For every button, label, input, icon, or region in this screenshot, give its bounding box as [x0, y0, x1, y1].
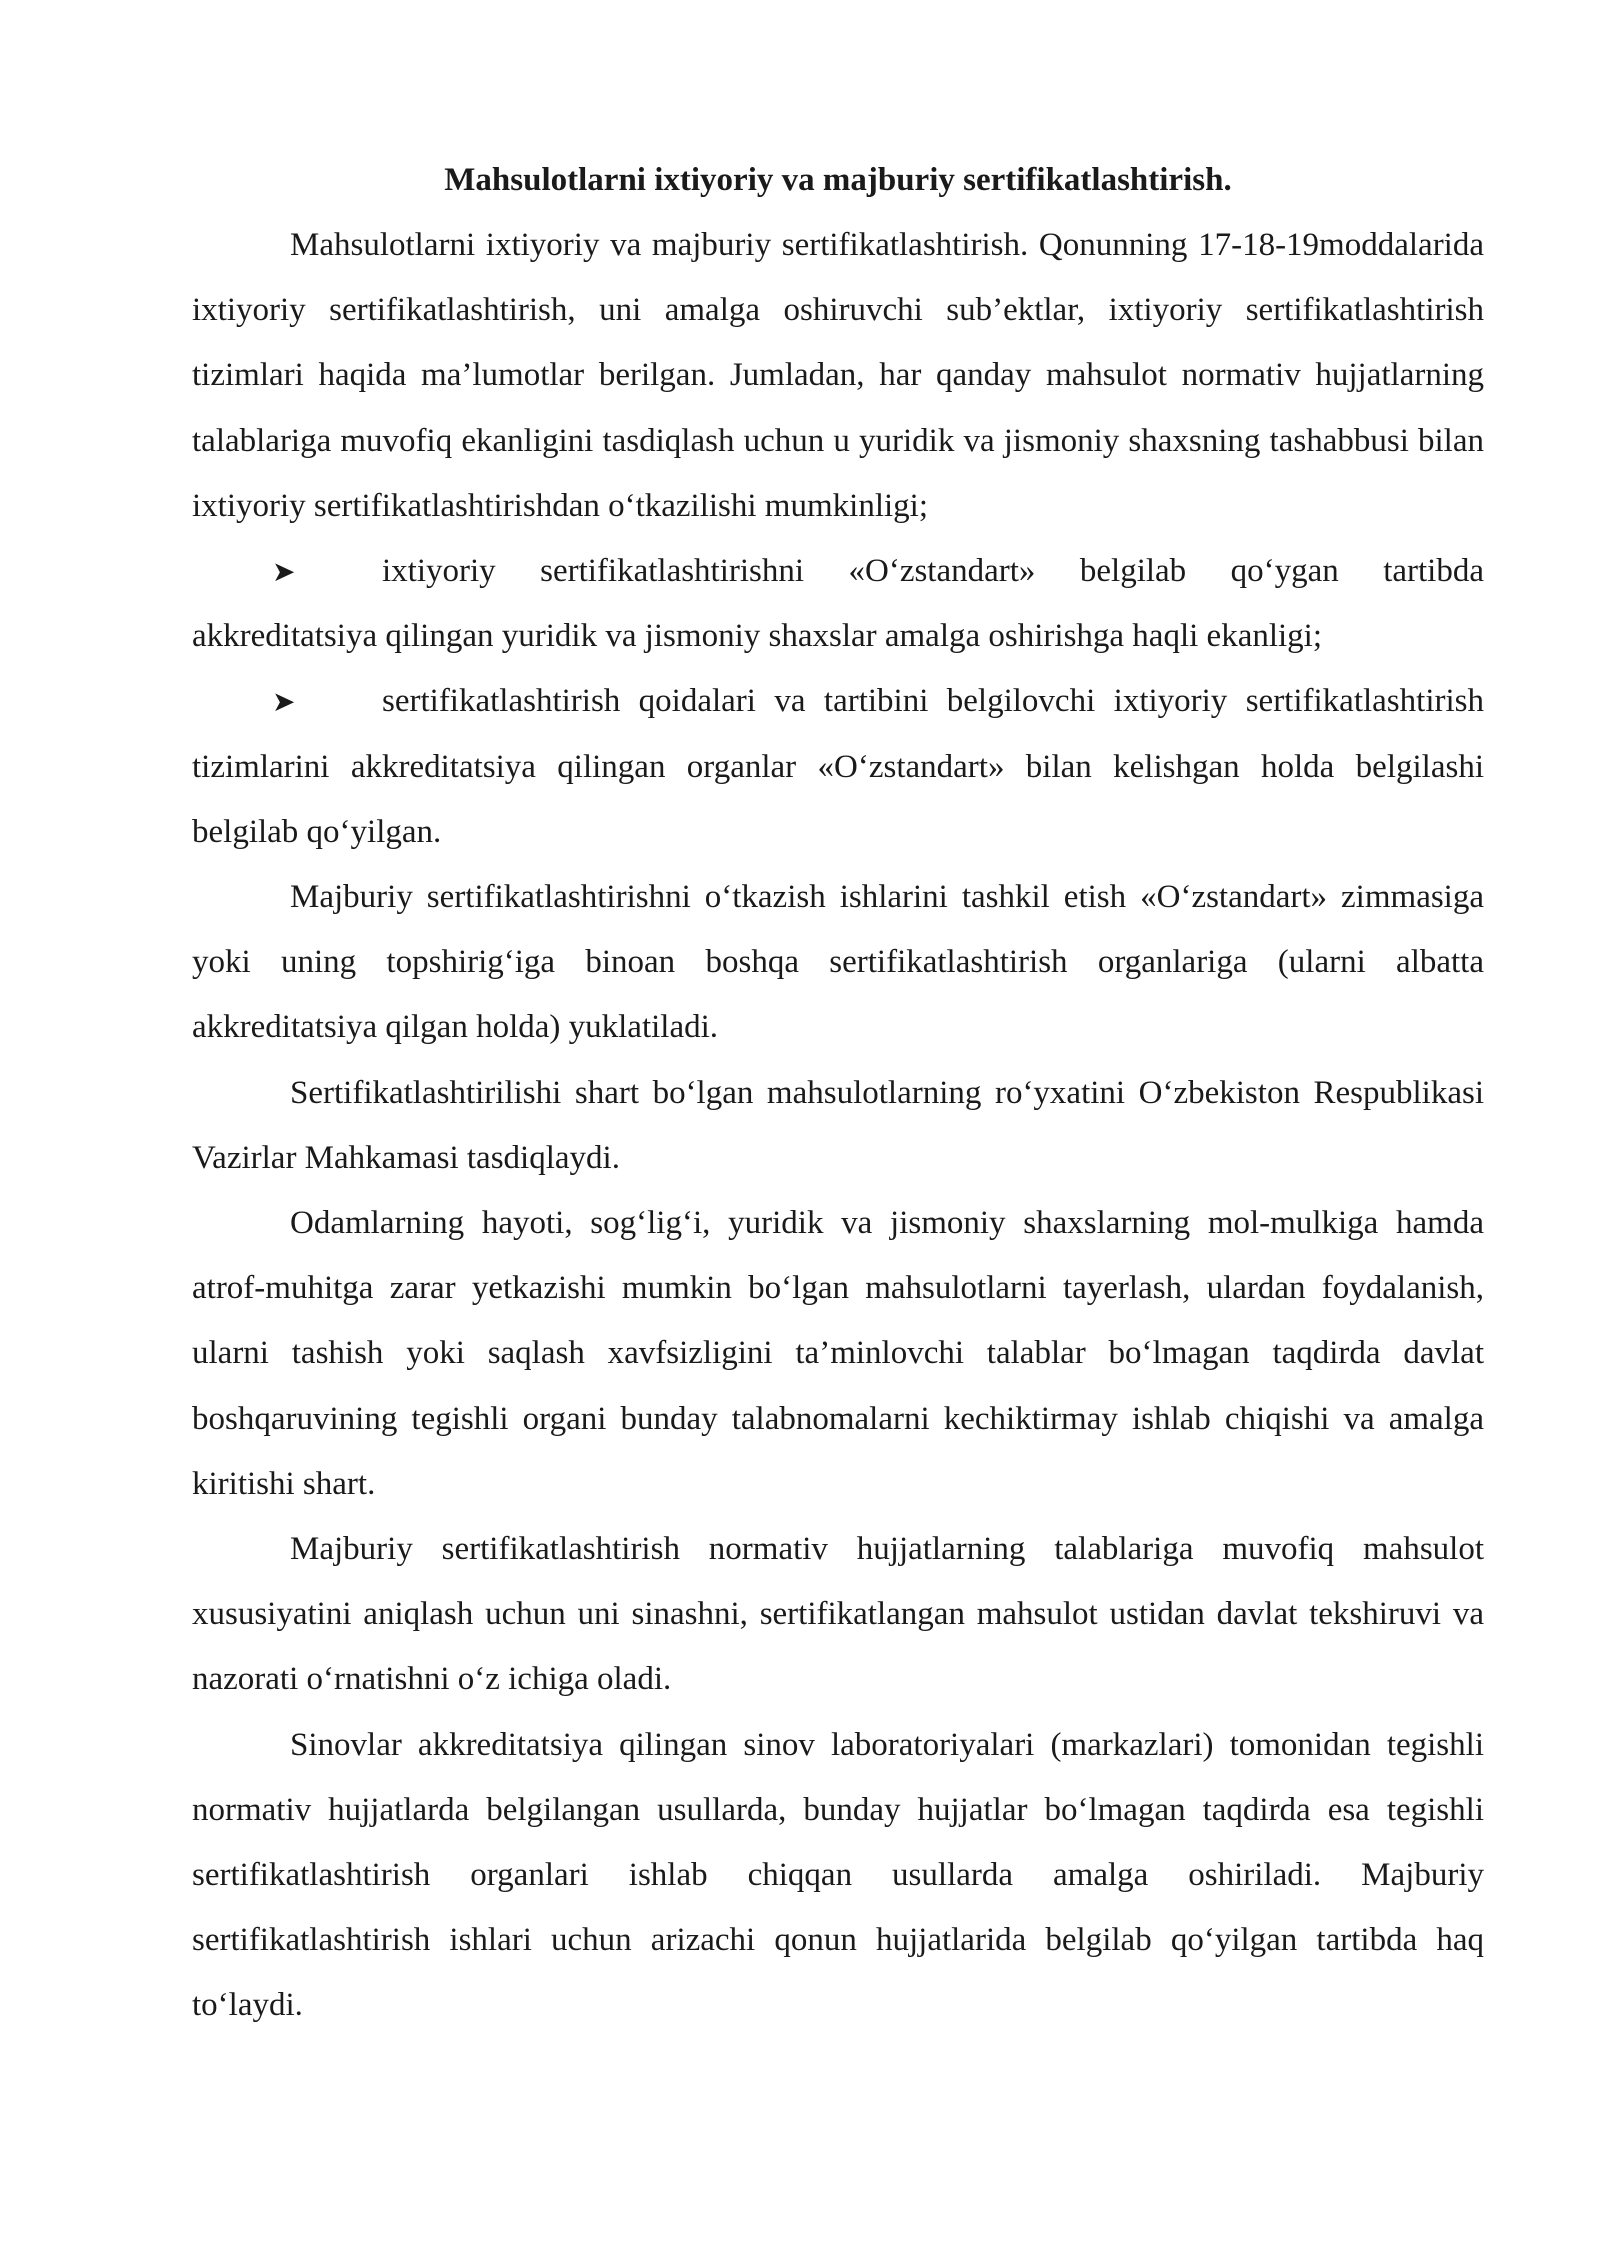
document-page	[192, 148, 1484, 2039]
paragraph-1: Majburiy sertifikatlashtirishni o‘tkazish ishlarini tashkil etish «O‘zstandart» zimmasiga yoki uning topshirig‘iga binoan boshqa sertifikatlashtirish organlariga (ularni albatta akkreditatsiya qilgan holda) yuklatiladi.	[192, 879, 1484, 1046]
bullet-item-1-text: ixtiyoriy sertifikatlashtirishni «O‘zstandart» belgilab qo‘ygan tartibda akkreditatsiya qilingan yuridik va jismoniy shaxslar amalga oshirishga haqli ekanligi;	[192, 553, 1484, 655]
paragraph-5: Sinovlar akkreditatsiya qilingan sinov laboratoriyalari (markazlari) tomonidan tegishli normativ hujjatlarda belgilangan usullarda, bunday hujjatlar bo‘lmagan taqdirda esa tegishli sertifikatlashtirish organlari ishlab chiqqan usullarda amalga oshiriladi. Majburiy sertifikatlashtirish ishlari uchun arizachi qonun hujjatlarida belgilab qo‘yilgan tartibda haq to‘laydi.	[192, 1726, 1484, 2024]
bullet-item-2	[192, 669, 1484, 865]
paragraph-intro: Mahsulotlarni ixtiyoriy va majburiy sertifikatlashtirish. Qonunning 17-18-19moddalarida ixtiyoriy sertifikatlashtirish, uni amalga oshiruvchi sub’ektlar, ixtiyoriy sertifikatlashtirish tizimlari haqida ma’lumotlar berilgan. Jumladan, har qanday mahsulot normativ hujjatlarning talablariga muvofiq ekanligini tasdiqlash uchun u yuridik va jismoniy shaxsning tashabbusi bilan ixtiyoriy sertifikatlashtirishdan o‘tkazilishi mumkinligi;	[192, 227, 1484, 524]
arrowhead-bullet-icon: ➤	[272, 685, 296, 719]
paragraph-4: Majburiy sertifikatlashtirish normativ hujjatlarning talablariga muvofiq mahsulot xususiyatini aniqlash uchun uni sinashni, sertifikatlangan mahsulot ustidan davlat tekshiruvi va nazorati o‘rnatishni o‘z ichiga oladi.	[192, 1531, 1484, 1698]
arrowhead-bullet-icon: ➤	[272, 555, 296, 589]
paragraph-2: Sertifikatlashtirilishi shart bo‘lgan mahsulotlarning ro‘yxatini O‘zbekiston Respublikasi Vazirlar Mahkamasi tasdiqlaydi.	[192, 1074, 1484, 1176]
document-title: Mahsulotlarni ixtiyoriy va majburiy sertifikatlashtirish.	[444, 162, 1232, 198]
paragraph-3: Odamlarning hayoti, sog‘lig‘i, yuridik va jismoniy shaxslarning mol-mulkiga hamda atrof-muhitga zarar yetkazishi mumkin bo‘lgan mahsulotlarni tayerlash, ulardan foydalanish, ularni tashish yoki saqlash xavfsizligini ta’minlovchi talablar bo‘lmagan taqdirda davlat boshqaruvining tegishli organi bunday talabnomalarni kechiktirmay ishlab chiqishi va amalga kiritishi shart.	[192, 1205, 1484, 1502]
bullet-item-2-text: sertifikatlashtirish qoidalari va tartibini belgilovchi ixtiyoriy sertifikatlashtirish tizimlarini akkreditatsiya qilingan organlar «O‘zstandart» bilan kelishgan holda belgilashi belgilab qo‘yilgan.	[192, 683, 1484, 850]
bullet-item-1	[192, 539, 1484, 669]
